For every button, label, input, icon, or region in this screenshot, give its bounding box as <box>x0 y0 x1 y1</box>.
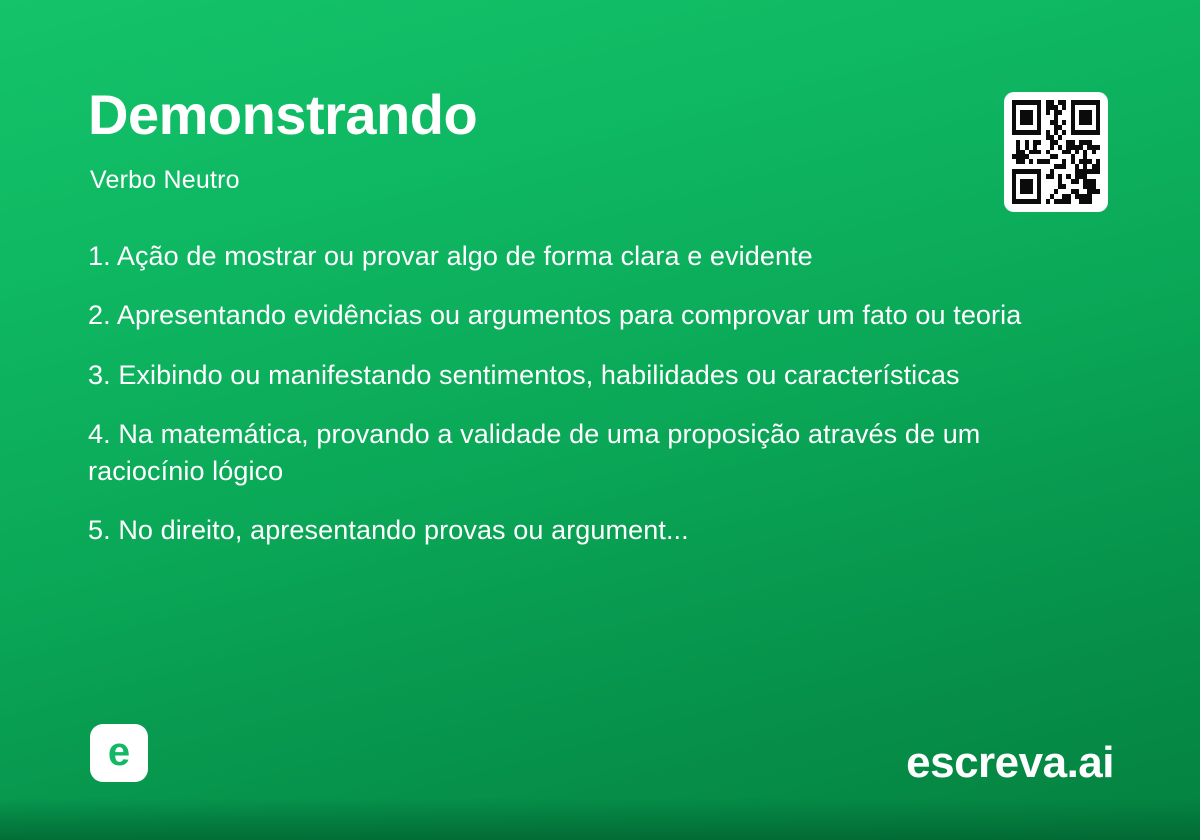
list-item: 2. Apresentando evidências ou argumentos para comprovar um fato ou teoria <box>88 300 1022 331</box>
word-class-subtitle: Verbo Neutro <box>90 166 240 194</box>
list-item: 1. Ação de mostrar ou provar algo de forma clara e evidente <box>88 241 813 271</box>
logo-letter: e <box>107 729 131 774</box>
list-item: 4. Na matemática, provando a validade de uma proposição através de um raciocínio lógico <box>88 418 981 486</box>
brand-wordmark: escreva.ai <box>906 738 1114 787</box>
list-item: 5. No direito, apresentando provas ou argument... <box>88 515 689 546</box>
qr-code-icon[interactable] <box>1004 92 1108 212</box>
definition-list <box>88 238 1098 572</box>
escreva-logo-icon <box>90 724 148 782</box>
page-title: Demonstrando <box>88 83 478 146</box>
list-item: 3. Exibindo ou manifestando sentimentos, habilidades ou características <box>88 359 960 390</box>
